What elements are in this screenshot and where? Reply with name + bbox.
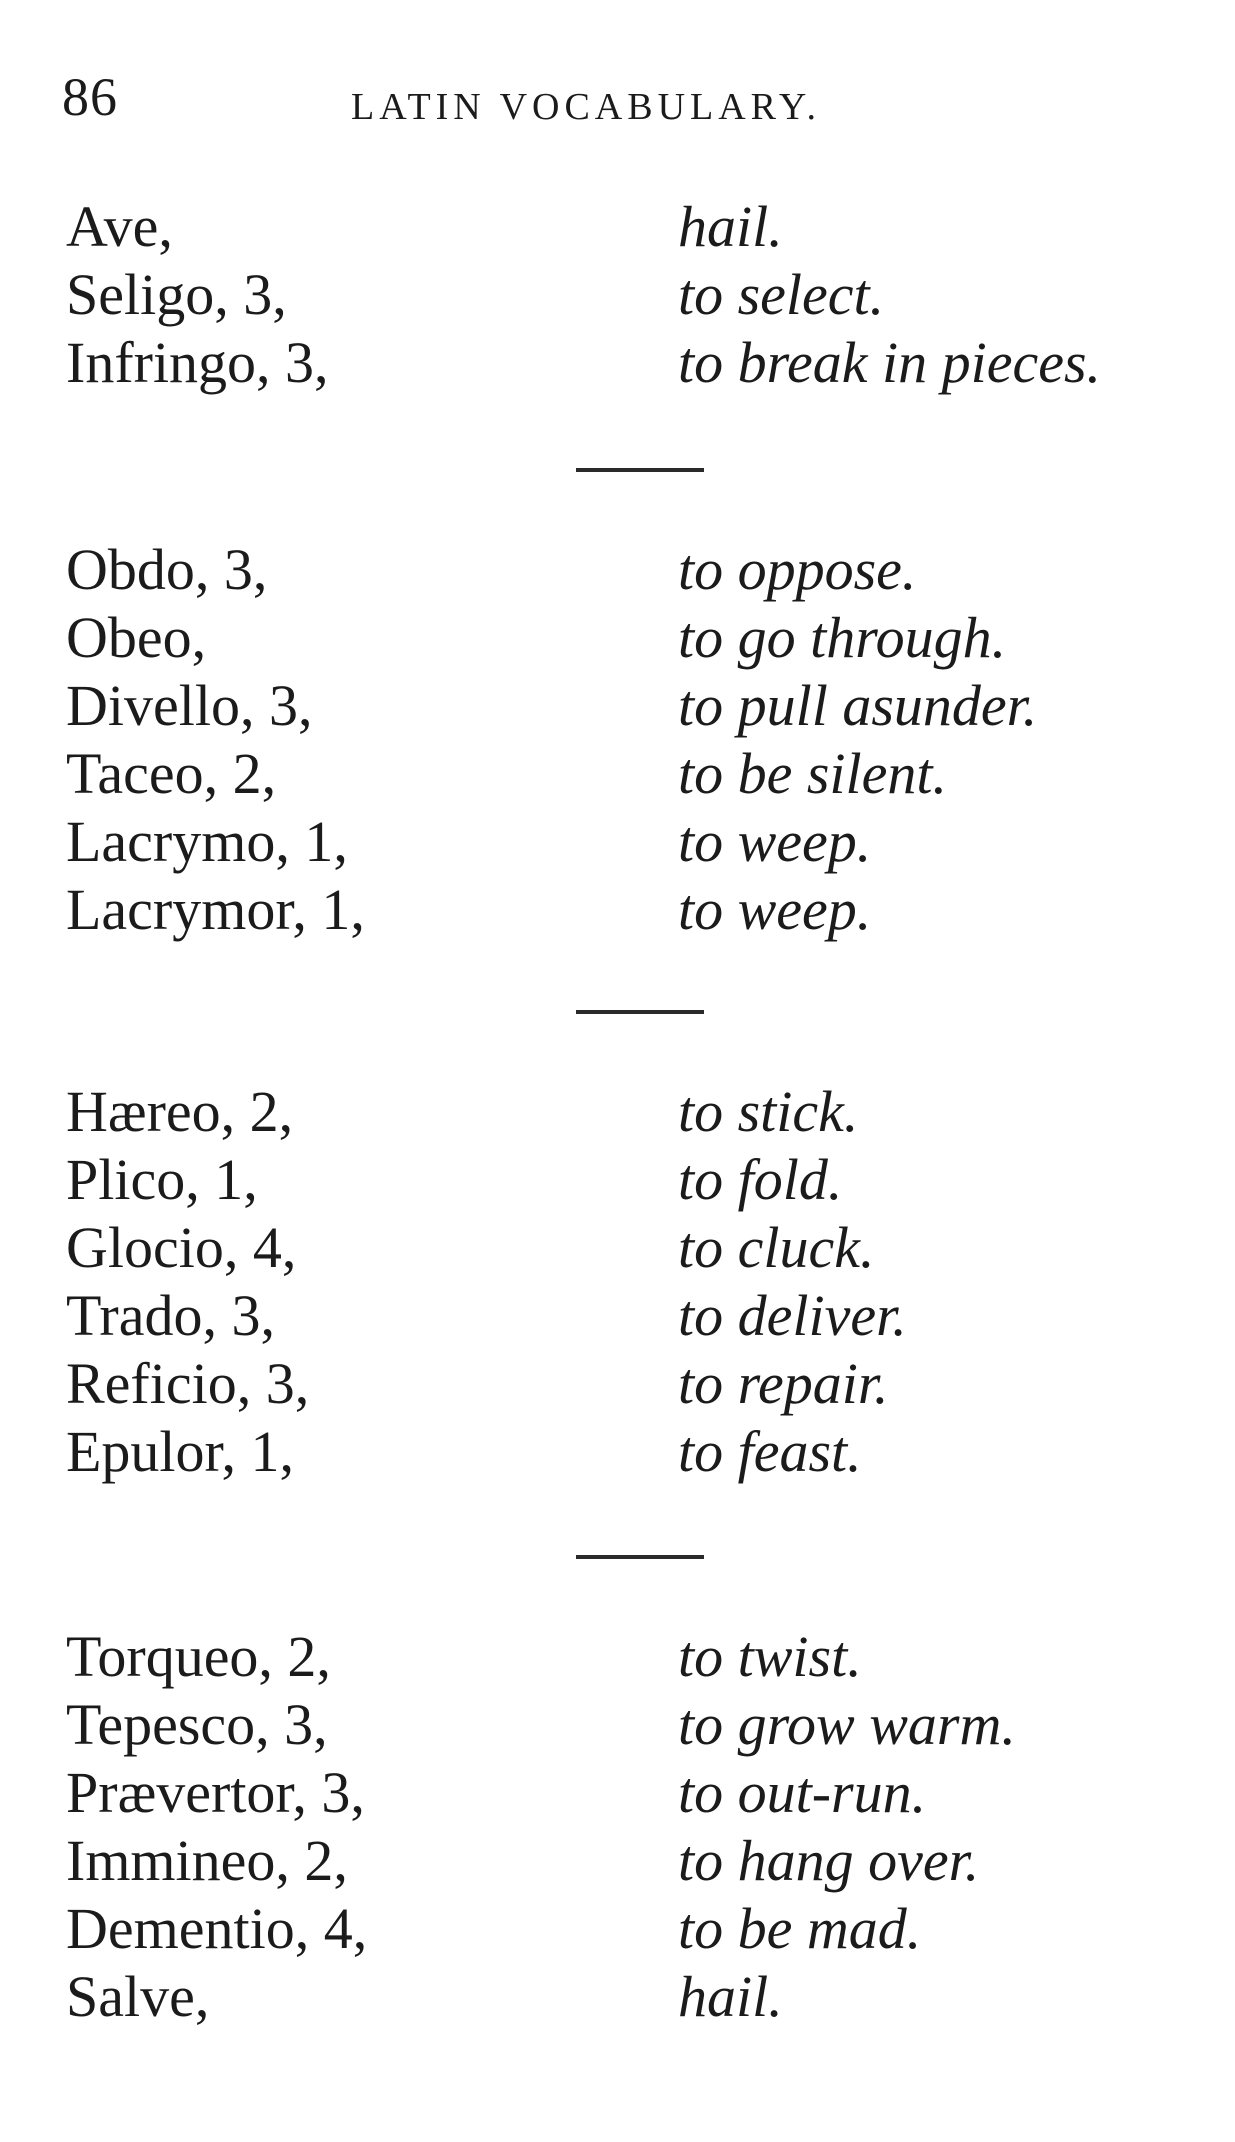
latin-word: Lacrymor, 1, [66,877,365,942]
vocab-entry [0,876,1235,944]
latin-word: Epulor, 1, [66,1419,295,1484]
vocab-entry [0,1623,1235,1691]
english-meaning: hail. [678,194,783,259]
english-meaning: to hang over. [678,1828,980,1893]
vocab-entry [0,740,1235,808]
vocab-entry [0,193,1235,261]
latin-word: Obdo, 3, [66,537,268,602]
latin-word: Prævertor, 3, [66,1760,365,1825]
vocab-entry [0,1759,1235,1827]
latin-word: Plico, 1, [66,1147,258,1212]
english-meaning: to be silent. [678,741,948,806]
section-divider [576,1010,704,1014]
vocab-entry [0,1214,1235,1282]
english-meaning: to feast. [678,1419,862,1484]
latin-word: Reficio, 3, [66,1351,310,1416]
latin-word: Ave, [66,194,173,259]
english-meaning: hail. [678,1964,783,2029]
latin-word: Tepesco, 3, [66,1692,328,1757]
english-meaning: to select. [678,262,885,327]
latin-word: Infringo, 3, [66,330,329,395]
vocab-entry [0,1418,1235,1486]
vocab-entry [0,1827,1235,1895]
section-divider [576,1555,704,1559]
english-meaning: to break in pieces. [678,330,1102,395]
page-header [62,62,962,132]
vocab-entry [0,1146,1235,1214]
latin-word: Taceo, 2, [66,741,277,806]
vocab-entry [0,1963,1235,2031]
english-meaning: to deliver. [678,1283,907,1348]
vocab-entry [0,808,1235,876]
english-meaning: to grow warm. [678,1692,1016,1757]
vocab-entry [0,536,1235,604]
vocab-entry [0,1078,1235,1146]
vocab-entry [0,1282,1235,1350]
english-meaning: to weep. [678,877,872,942]
latin-word: Obeo, [66,605,207,670]
latin-word: Trado, 3, [66,1283,275,1348]
vocab-entry [0,1895,1235,1963]
latin-word: Torqueo, 2, [66,1624,331,1689]
english-meaning: to go through. [678,605,1007,670]
vocab-entry [0,261,1235,329]
vocab-entry [0,672,1235,740]
latin-word: Lacrymo, 1, [66,809,348,874]
vocab-entry [0,1691,1235,1759]
latin-word: Glocio, 4, [66,1215,297,1280]
page-number: 86 [62,67,118,127]
english-meaning: to stick. [678,1079,859,1144]
latin-word: Divello, 3, [66,673,313,738]
section-divider [576,468,704,472]
english-meaning: to pull asunder. [678,673,1038,738]
vocab-entry [0,604,1235,672]
latin-word: Salve, [66,1964,210,2029]
english-meaning: to oppose. [678,537,917,602]
english-meaning: to cluck. [678,1215,875,1280]
latin-word: Hæreo, 2, [66,1079,294,1144]
latin-word: Seligo, 3, [66,262,287,327]
english-meaning: to be mad. [678,1896,922,1961]
english-meaning: to out-run. [678,1760,927,1825]
english-meaning: to repair. [678,1351,889,1416]
english-meaning: to twist. [678,1624,862,1689]
english-meaning: to fold. [678,1147,843,1212]
vocab-entry [0,329,1235,397]
running-head: LATIN VOCABULARY. [351,86,821,128]
latin-word: Immineo, 2, [66,1828,348,1893]
vocab-entry [0,1350,1235,1418]
english-meaning: to weep. [678,809,872,874]
latin-word: Dementio, 4, [66,1896,368,1961]
